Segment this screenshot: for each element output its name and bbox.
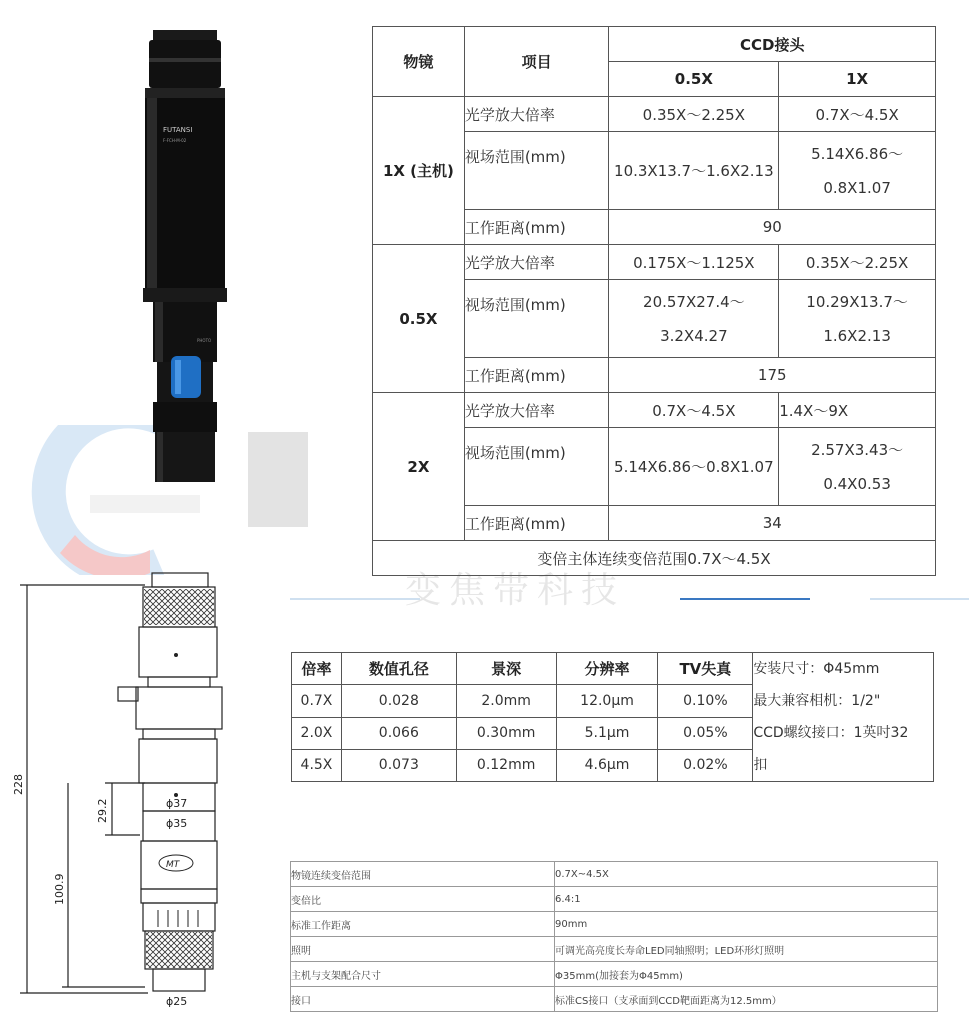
spec-key: 变倍比 — [291, 887, 555, 912]
cell: 5.1μm — [556, 717, 658, 749]
magnification-table — [372, 26, 936, 576]
cell: 0.7X～4.5X — [779, 97, 936, 132]
cell-line: 0.8X1.07 — [823, 178, 891, 197]
cell: 0.175X～1.125X — [609, 245, 779, 280]
group-name: 2X — [373, 393, 465, 541]
spec-value: 标准CS接口（支承面到CCD靶面距离为12.5mm） — [555, 987, 938, 1012]
spec-key: 物镜连续变倍范围 — [291, 862, 555, 887]
cell-merged: 175 — [609, 358, 936, 393]
cell: 0.05% — [658, 717, 753, 749]
cell: 4.5X — [292, 749, 342, 781]
spec-key: 标准工作距离 — [291, 912, 555, 937]
cell: 0.7X～4.5X — [609, 393, 779, 428]
mount-info-line: 最大兼容相机：1/2" — [753, 693, 881, 709]
dim-upper: 29.2 — [96, 798, 109, 823]
lens-bottom-label: PHOTO — [197, 338, 212, 343]
cell-line: 20.57X27.4～ — [643, 292, 745, 311]
cell: 0.12mm — [456, 749, 556, 781]
cell: 0.028 — [341, 685, 456, 717]
drawing-logo: MT — [166, 860, 180, 870]
header-ccd-05x: 0.5X — [609, 62, 779, 97]
mount-info-line: 安装尺寸：Φ45mm — [753, 661, 880, 677]
dimension-drawing — [0, 565, 270, 1029]
cell: 5.14X6.86～0.8X1.07 — [609, 428, 779, 506]
watermark-text: 变焦带科技 — [405, 570, 626, 611]
cell-line: 1.6X2.13 — [823, 326, 891, 345]
row-label: 视场范围(mm) — [464, 428, 609, 506]
cell: 0.10% — [658, 685, 753, 717]
system-spec-table — [290, 861, 938, 1012]
spec-key: 主机与支架配合尺寸 — [291, 962, 555, 987]
spec-value: 6.4:1 — [555, 887, 938, 912]
table-row — [291, 962, 938, 987]
lens-photo — [135, 30, 235, 490]
dim-lower: 100.9 — [53, 873, 66, 905]
cell — [779, 280, 936, 358]
cell: 0.02% — [658, 749, 753, 781]
row-label: 光学放大倍率 — [464, 245, 609, 280]
dim-overall: 228 — [12, 774, 25, 795]
cell-line: 3.2X4.27 — [660, 326, 728, 345]
row-label: 视场范围(mm) — [464, 280, 609, 358]
table-row — [291, 862, 938, 887]
cell-merged: 90 — [609, 210, 936, 245]
col-header: 景深 — [456, 653, 556, 685]
cell: 12.0μm — [556, 685, 658, 717]
mount-info-line: CCD螺纹接口：1英吋32 — [753, 725, 909, 741]
table-row — [291, 937, 938, 962]
spec-key: 接口 — [291, 987, 555, 1012]
cell-line: 10.29X13.7～ — [806, 292, 908, 311]
spec-value: Φ35mm(加接套为Φ45mm) — [555, 962, 938, 987]
cell-line: 2.57X3.43～ — [811, 440, 904, 459]
lens-brand: FUTANSI — [163, 126, 193, 134]
cell: 0.066 — [341, 717, 456, 749]
spec-key: 照明 — [291, 937, 555, 962]
table-row — [291, 887, 938, 912]
dim-d37: ϕ37 — [166, 797, 188, 810]
watermark-lines — [290, 596, 969, 602]
group-name: 1X (主机) — [373, 97, 465, 245]
header-ccd-1x: 1X — [779, 62, 936, 97]
cell: 0.30mm — [456, 717, 556, 749]
spec-value: 可调光高亮度长寿命LED同轴照明；LED环形灯照明 — [555, 937, 938, 962]
dim-d25: ϕ25 — [166, 995, 188, 1008]
watermark-letter — [248, 432, 308, 527]
mount-info-line: 扣 — [753, 757, 768, 773]
header-item: 项目 — [464, 27, 609, 97]
col-header: 倍率 — [292, 653, 342, 685]
lens-model: F-FCH-M-02 — [163, 138, 187, 143]
cell-line: 0.4X0.53 — [823, 474, 891, 493]
mount-info — [753, 653, 934, 782]
cell: 0.35X～2.25X — [779, 245, 936, 280]
cell: 1.4X～9X — [779, 393, 936, 428]
row-label: 光学放大倍率 — [464, 97, 609, 132]
group-name: 0.5X — [373, 245, 465, 393]
cell-merged: 34 — [609, 506, 936, 541]
cell: 4.6μm — [556, 749, 658, 781]
cell: 0.35X～2.25X — [609, 97, 779, 132]
col-header: 数值孔径 — [341, 653, 456, 685]
optics-spec-table — [291, 652, 934, 782]
cell — [609, 280, 779, 358]
header-objective: 物镜 — [373, 27, 465, 97]
cell: 2.0X — [292, 717, 342, 749]
cell — [779, 428, 936, 506]
spec-value: 0.7X~4.5X — [555, 862, 938, 887]
cell: 2.0mm — [456, 685, 556, 717]
cell: 10.3X13.7～1.6X2.13 — [609, 132, 779, 210]
row-label: 光学放大倍率 — [464, 393, 609, 428]
col-header: 分辨率 — [556, 653, 658, 685]
spec-value: 90mm — [555, 912, 938, 937]
row-label: 工作距离(mm) — [464, 210, 609, 245]
dim-d35: ϕ35 — [166, 817, 188, 830]
header-ccd: CCD接头 — [609, 27, 936, 62]
table-footer: 变倍主体连续变倍范围0.7X～4.5X — [373, 541, 936, 576]
col-header: TV失真 — [658, 653, 753, 685]
cell: 0.7X — [292, 685, 342, 717]
row-label: 视场范围(mm) — [464, 132, 609, 210]
table-row — [291, 912, 938, 937]
table-row — [291, 987, 938, 1012]
cell: 0.073 — [341, 749, 456, 781]
row-label: 工作距离(mm) — [464, 358, 609, 393]
row-label: 工作距离(mm) — [464, 506, 609, 541]
cell-line: 5.14X6.86～ — [811, 144, 904, 163]
cell — [779, 132, 936, 210]
